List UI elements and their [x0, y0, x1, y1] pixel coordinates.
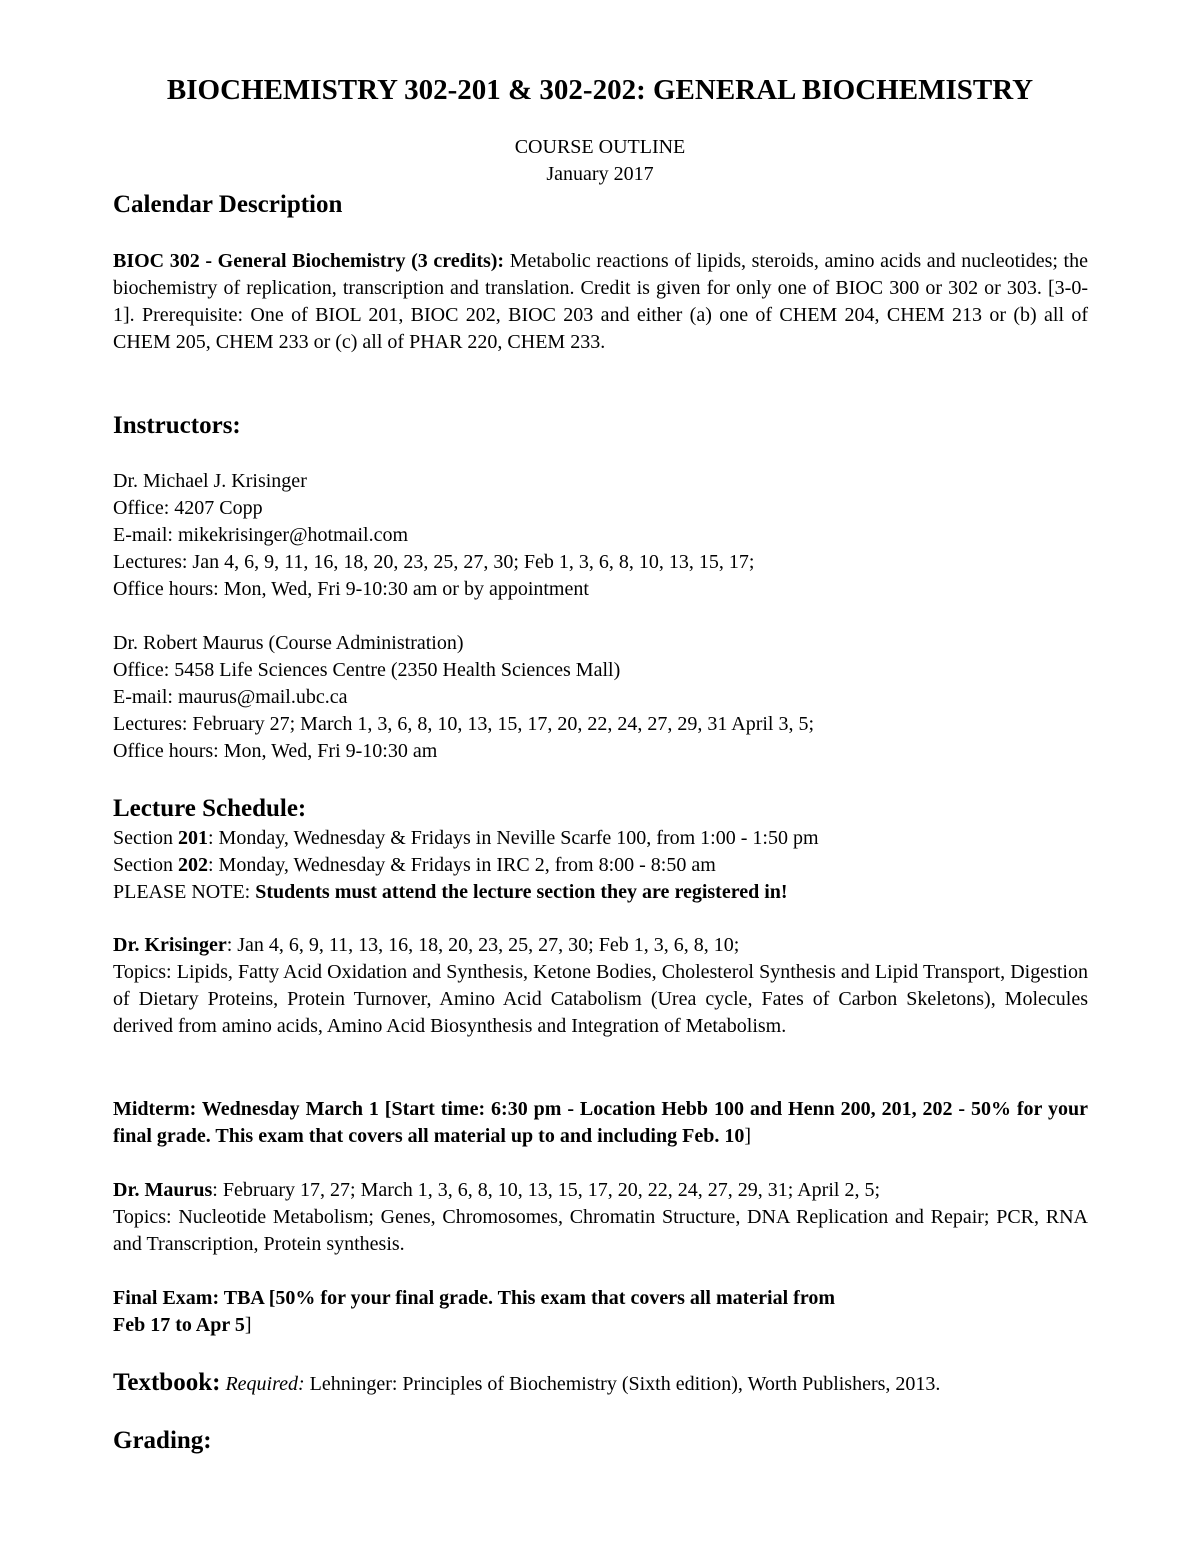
final-exam-range: Feb 17 to Apr 5 [113, 1314, 245, 1336]
instructor-maurus [113, 630, 1088, 765]
section-prefix: Section [113, 854, 178, 876]
course-code: BIOC 302 - General Biochemistry (3 credits): [113, 250, 505, 272]
calendar-description [113, 248, 1088, 356]
midterm-info [113, 1096, 1088, 1150]
document-title: BIOCHEMISTRY 302-201 & 302-202: GENERAL BIOCHEMISTRY [166, 74, 1034, 106]
midterm-text: Midterm: Wednesday March 1 [Start time: 6:30 pm - Location Hebb 100 and Henn 200, 201, 202 - 50% for your final grade. This exam that covers all material up to and including Feb. 10 [113, 1098, 1088, 1147]
instructor-name: Dr. Krisinger [113, 934, 227, 956]
final-exam-bracket: ] [244, 1314, 252, 1336]
maurus-topics: Topics: Nucleotide Metabolism; Genes, Chromosomes, Chromatin Structure, DNA Replication and Repair; PCR, RNA and Transcription, Protein synthesis. [113, 1206, 1088, 1255]
instructor-name: Dr. Michael J. Krisinger [113, 470, 307, 492]
lecture-schedule [113, 825, 1088, 906]
instructor-lectures: Lectures: Jan 4, 6, 9, 11, 16, 18, 20, 23, 25, 27, 30; Feb 1, 3, 6, 8, 10, 13, 15, 17; [113, 551, 755, 573]
instructors-heading: Instructors: [113, 412, 241, 439]
section-201 [113, 825, 1088, 852]
textbook-required: Required: [225, 1373, 305, 1395]
textbook-title: Lehninger: Principles of Biochemistry (Sixth edition), Worth Publishers, 2013. [304, 1373, 941, 1395]
note-prefix: PLEASE NOTE: [113, 881, 256, 903]
note-emphasis: Students must attend the lecture section they are registered in! [255, 881, 788, 903]
section-number: 202 [178, 854, 208, 876]
calendar-heading: Calendar Description [113, 191, 343, 218]
section-prefix: Section [113, 827, 178, 849]
midterm-bracket: ] [744, 1125, 751, 1147]
section-202 [113, 852, 1088, 879]
instructor-krisinger [113, 468, 1088, 603]
instructor-email: E-mail: maurus@mail.ubc.ca [113, 686, 348, 708]
lecture-dates: : Jan 4, 6, 9, 11, 13, 16, 18, 20, 23, 25, 27, 30; Feb 1, 3, 6, 8, 10; [226, 934, 740, 956]
section-details: : Monday, Wednesday & Fridays in IRC 2, from 8:00 - 8:50 am [208, 854, 716, 876]
instructor-lectures: Lectures: February 27; March 1, 3, 6, 8, 10, 13, 15, 17, 20, 22, 24, 27, 29, 31 April 3, 5; [113, 713, 815, 735]
instructor-office-hours: Office hours: Mon, Wed, Fri 9-10:30 am [113, 740, 438, 762]
section-details: : Monday, Wednesday & Fridays in Neville Scarfe 100, from 1:00 - 1:50 pm [208, 827, 819, 849]
instructor-name: Dr. Maurus [113, 1179, 213, 1201]
section-number: 201 [178, 827, 208, 849]
grading-heading: Grading: [113, 1427, 212, 1454]
final-exam-line: Final Exam: TBA [50% for your final grade. This exam that covers all material from [113, 1287, 835, 1309]
instructor-name: Dr. Robert Maurus (Course Administration) [113, 632, 464, 654]
lecture-schedule-heading: Lecture Schedule: [113, 795, 307, 822]
calendar-text: Metabolic reactions of lipids, steroids, amino acids and nucleotides; the biochemistry of replication, transcription and translation. Credit is given for only one of BIOC 300 or 302 or 303. [3-0-1]. Prerequisite: One of BIOL 201, BIOC 202, BIOC 203 and either (a) one of CHEM 204, CHEM 213 or (b) all of CHEM 205, CHEM 233 or (c) all of PHAR 220, CHEM 233. [113, 250, 1088, 353]
final-exam-info [113, 1285, 1088, 1339]
instructor-office: Office: 4207 Copp [113, 497, 263, 519]
instructor-office-hours: Office hours: Mon, Wed, Fri 9-10:30 am or by appointment [113, 578, 589, 600]
instructor-email: E-mail: mikekrisinger@hotmail.com [113, 524, 409, 546]
attendance-note [113, 879, 1088, 906]
final-exam-line [113, 1312, 1088, 1339]
textbook-label: Textbook: [113, 1369, 221, 1396]
document-subtitle: COURSE OUTLINE [514, 136, 686, 158]
maurus-dates [113, 1177, 1088, 1204]
krisinger-topics: Topics: Lipids, Fatty Acid Oxidation and Synthesis, Ketone Bodies, Cholesterol Synthesis and Lipid Transport, Digestion of Dietary Proteins, Protein Turnover, Amino Acid Catabolism (Urea cycle, Fates of Carbon Skeletons), Molecules derived from amino acids, Amino Acid Biosynthesis and Integration of Metabolism. [113, 961, 1088, 1037]
document-date: January 2017 [546, 163, 654, 185]
textbook-info [113, 1367, 1088, 1400]
lecture-dates: : February 17, 27; March 1, 3, 6, 8, 10, 13, 15, 17, 20, 22, 24, 27, 29, 31; April 2, 5; [212, 1179, 881, 1201]
instructor-office: Office: 5458 Life Sciences Centre (2350 Health Sciences Mall) [113, 659, 621, 681]
krisinger-dates [113, 932, 1088, 959]
